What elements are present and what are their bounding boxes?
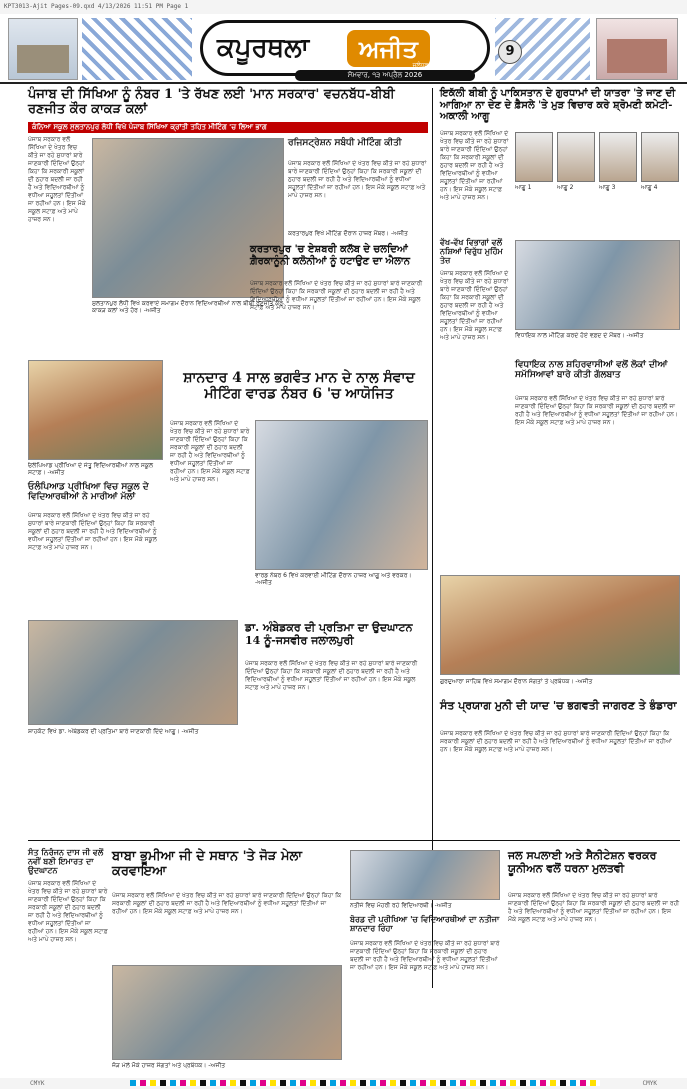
masthead-temple-image <box>596 18 678 80</box>
story-4-headline: ਸ਼ਾਨਦਾਰ 4 ਸਾਲ ਭਗਵੰਤ ਮਾਨ ਦੇ ਨਾਲ ਸੰਵਾਦ ਮੀਟਿੰਗ ਵਾਰਡ ਨੰਬਰ 6 'ਚ ਆਯੋਜਿਤ <box>183 370 415 403</box>
story-11-headline: ਬਾਬਾ ਭੂਮੀਆ ਜੀ ਦੇ ਸਥਾਨ 'ਤੇ ਜੋੜ ਮੇਲਾ ਕਰਵਾਇਆ <box>112 849 303 879</box>
registration-marks <box>130 1080 600 1086</box>
portrait-1-name: ਆਗੂ 1 <box>515 184 532 191</box>
story-3-body: ਪੰਜਾਬ ਸਰਕਾਰ ਵਲੋਂ ਸਿੱਖਿਆ ਦੇ ਖੇਤਰ ਵਿਚ ਕੀਤੇ ਜਾ ਰਹੇ ਸੁਧਾਰਾਂ ਬਾਰੇ ਜਾਣਕਾਰੀ ਦਿੰਦਿਆਂ ਉਨ੍ਹਾਂ ਕਿਹਾ ਕਿ ਸਰਕਾਰੀ ਸਕੂਲਾਂ ਦੀ ਨੁਹਾਰ ਬਦਲੀ ਜਾ ਰਹੀ ਹੈ ਅਤੇ ਵਿਦਿਆਰਥੀਆਂ ਨੂੰ ਵਧੀਆ ਸਹੂਲਤਾਂ ਦਿੱਤੀਆਂ ਜਾ ਰਹੀਆਂ ਹਨ। ਇਸ ਮੌਕੇ ਸਕੂਲ ਸਟਾਫ਼ ਅਤੇ ਮਾਪੇ ਹਾਜ਼ਰ ਸਨ। <box>250 280 423 311</box>
story-12-body: ਪੰਜਾਬ ਸਰਕਾਰ ਵਲੋਂ ਸਿੱਖਿਆ ਦੇ ਖੇਤਰ ਵਿਚ ਕੀਤੇ ਜਾ ਰਹੇ ਸੁਧਾਰਾਂ ਬਾਰੇ ਜਾਣਕਾਰੀ ਦਿੰਦਿਆਂ ਉਨ੍ਹਾਂ ਕਿਹਾ ਕਿ ਸਰਕਾਰੀ ਸਕੂਲਾਂ ਦੀ ਨੁਹਾਰ ਬਦਲੀ ਜਾ ਰਹੀ ਹੈ ਅਤੇ ਵਿਦਿਆਰਥੀਆਂ ਨੂੰ ਵਧੀਆ ਸਹੂਲਤਾਂ ਦਿੱਤੀਆਂ ਜਾ ਰਹੀਆਂ ਹਨ। ਇਸ ਮੌਕੇ ਸਕੂਲ ਸਟਾਫ਼ ਅਤੇ ਮਾਪੇ ਹਾਜ਼ਰ ਸਨ। <box>28 880 108 943</box>
story-13-caption: ਨਤੀਜੇ ਵਿਚ ਮੋਹਰੀ ਰਹੇ ਵਿਦਿਆਰਥੀ। -ਅਜੀਤ <box>350 902 452 909</box>
story-11-body: ਪੰਜਾਬ ਸਰਕਾਰ ਵਲੋਂ ਸਿੱਖਿਆ ਦੇ ਖੇਤਰ ਵਿਚ ਕੀਤੇ ਜਾ ਰਹੇ ਸੁਧਾਰਾਂ ਬਾਰੇ ਜਾਣਕਾਰੀ ਦਿੰਦਿਆਂ ਉਨ੍ਹਾਂ ਕਿਹਾ ਕਿ ਸਰਕਾਰੀ ਸਕੂਲਾਂ ਦੀ ਨੁਹਾਰ ਬਦਲੀ ਜਾ ਰਹੀ ਹੈ ਅਤੇ ਵਿਦਿਆਰਥੀਆਂ ਨੂੰ ਵਧੀਆ ਸਹੂਲਤਾਂ ਦਿੱਤੀਆਂ ਜਾ ਰਹੀਆਂ ਹਨ। ਇਸ ਮੌਕੇ ਸਕੂਲ ਸਟਾਫ਼ ਅਤੇ ਮਾਪੇ ਹਾਜ਼ਰ ਸਨ। <box>112 892 342 915</box>
story-7-headline: ਇਕੱਲੀ ਬੀਬੀ ਨੂੰ ਪਾਕਿਸਤਾਨ ਦੇ ਗੁਰਧਾਮਾਂ ਦੀ ਯਾਤਰਾ 'ਤੇ ਜਾਣ ਦੀ ਆਗਿਆ ਨਾ ਦੇਣ ਦੇ ਫ਼ੈਸਲੇ 'ਤੇ ਮੁੜ ਵਿਚਾਰ ਕਰੇ ਸ਼੍ਰੋਮਣੀ ਕਮੇਟੀ-ਅਕਾਲੀ ਆਗੂ <box>440 88 676 122</box>
story-1-headline: ਪੰਜਾਬ ਦੀ ਸਿੱਖਿਆ ਨੂੰ ਨੰਬਰ 1 'ਤੇ ਰੱਖਣ ਲਈ 'ਮਾਨ ਸਰਕਾਰ' ਵਚਨਬੱਧ-ਬੀਬੀ ਰਣਜੀਤ ਕੌਰ ਕਾਕੜ ਕਲਾਂ <box>28 87 395 117</box>
story-14-headline: ਜਲ ਸਪਲਾਈ ਅਤੇ ਸੈਨੀਟੇਸ਼ਨ ਵਰਕਰ ਯੂਨੀਅਨ ਵਲੋਂ ਧਰਨਾ ਮੁਲਤਵੀ <box>508 849 657 875</box>
section-divider <box>28 840 680 841</box>
story-8-caption: ਵਿਧਾਇਕ ਨਾਲ ਮੀਟਿੰਗ ਕਰਦੇ ਹੋਏ ਵਫ਼ਦ ਦੇ ਮੈਂਬਰ। -ਅਜੀਤ <box>515 332 644 339</box>
story-10-body: ਪੰਜਾਬ ਸਰਕਾਰ ਵਲੋਂ ਸਿੱਖਿਆ ਦੇ ਖੇਤਰ ਵਿਚ ਕੀਤੇ ਜਾ ਰਹੇ ਸੁਧਾਰਾਂ ਬਾਰੇ ਜਾਣਕਾਰੀ ਦਿੰਦਿਆਂ ਉਨ੍ਹਾਂ ਕਿਹਾ ਕਿ ਸਰਕਾਰੀ ਸਕੂਲਾਂ ਦੀ ਨੁਹਾਰ ਬਦਲੀ ਜਾ ਰਹੀ ਹੈ ਅਤੇ ਵਿਦਿਆਰਥੀਆਂ ਨੂੰ ਵਧੀਆ ਸਹੂਲਤਾਂ ਦਿੱਤੀਆਂ ਜਾ ਰਹੀਆਂ ਹਨ। ਇਸ ਮੌਕੇ ਸਕੂਲ ਸਟਾਫ਼ ਅਤੇ ਮਾਪੇ ਹਾਜ਼ਰ ਸਨ। <box>440 730 672 753</box>
story-6-caption: ਸ਼ਾਹਕੋਟ ਵਿਖੇ ਡਾ. ਅੰਬੇਡਕਰ ਦੀ ਪ੍ਰਤਿਮਾ ਬਾਰੇ ਜਾਣਕਾਰੀ ਦਿੰਦੇ ਆਗੂ। -ਅਜੀਤ <box>28 728 199 735</box>
story-6-photo <box>28 620 238 725</box>
story-2-caption: ਕਰਤਾਰਪੁਰ ਵਿਖੇ ਮੀਟਿੰਗ ਦੌਰਾਨ ਹਾਜ਼ਰ ਮੈਂਬਰ। -ਅਜੀਤ <box>288 230 408 237</box>
story-10-headline: ਸੰਤ ਪ੍ਰਯਾਗ ਮੁਨੀ ਦੀ ਯਾਦ 'ਚ ਭਗਵਤੀ ਜਾਗਰਣ ਤੇ ਭੰਡਾਰਾ <box>440 699 677 712</box>
story-13-body: ਪੰਜਾਬ ਸਰਕਾਰ ਵਲੋਂ ਸਿੱਖਿਆ ਦੇ ਖੇਤਰ ਵਿਚ ਕੀਤੇ ਜਾ ਰਹੇ ਸੁਧਾਰਾਂ ਬਾਰੇ ਜਾਣਕਾਰੀ ਦਿੰਦਿਆਂ ਉਨ੍ਹਾਂ ਕਿਹਾ ਕਿ ਸਰਕਾਰੀ ਸਕੂਲਾਂ ਦੀ ਨੁਹਾਰ ਬਦਲੀ ਜਾ ਰਹੀ ਹੈ ਅਤੇ ਵਿਦਿਆਰਥੀਆਂ ਨੂੰ ਵਧੀਆ ਸਹੂਲਤਾਂ ਦਿੱਤੀਆਂ ਜਾ ਰਹੀਆਂ ਹਨ। ਇਸ ਮੌਕੇ ਸਕੂਲ ਸਟਾਫ਼ ਅਤੇ ਮਾਪੇ ਹਾਜ਼ਰ ਸਨ। <box>350 940 500 971</box>
story-9-caption: ਗੁਰਦੁਆਰਾ ਸਾਹਿਬ ਵਿਖੇ ਸਮਾਗਮ ਦੌਰਾਨ ਸੰਗਤਾਂ ਤੇ ਪ੍ਰਬੰਧਕ। -ਅਜੀਤ <box>440 678 593 685</box>
portrait-1 <box>515 132 553 182</box>
masthead-building-image <box>8 18 78 80</box>
story-1-caption: ਸੁਲਤਾਨਪੁਰ ਲੋਧੀ ਵਿਖੇ ਕਰਵਾਏ ਸਮਾਗਮ ਦੌਰਾਨ ਵਿਦਿਆਰਥੀਆਂ ਨਾਲ ਬੀਬੀ ਰਣਜੀਤ ਕੌਰ ਕਾਕੜ ਕਲਾਂ ਅਤੇ ਹੋਰ। -ਅਜੀਤ <box>92 300 283 314</box>
masthead-sub: ਜਲੰਧਰ, ਜਲੰਧਰ <box>412 62 448 69</box>
olympiad-photo <box>28 360 163 460</box>
masthead-paper-name: ਅਜੀਤ <box>347 30 430 67</box>
story-6-headline: ਡਾ. ਅੰਬੇਡਕਰ ਦੀ ਪ੍ਰਤਿਮਾ ਦਾ ਉਦਘਾਟਨ 14 ਨੂੰ-ਜਸਵੀਰ ਜਲਾਲਪੁਰੀ <box>245 621 413 647</box>
story-11-photo <box>112 965 342 1060</box>
portrait-2 <box>557 132 595 182</box>
portrait-4 <box>641 132 679 182</box>
story-12-headline: ਸੰਤ ਨਿਰੰਜਨ ਦਾਸ ਜੀ ਵਲੋਂ ਨਵੀਂ ਬਣੀ ਇਮਾਰਤ ਦਾ ਉਦਘਾਟਨ <box>28 847 104 876</box>
story-7-body: ਪੰਜਾਬ ਸਰਕਾਰ ਵਲੋਂ ਸਿੱਖਿਆ ਦੇ ਖੇਤਰ ਵਿਚ ਕੀਤੇ ਜਾ ਰਹੇ ਸੁਧਾਰਾਂ ਬਾਰੇ ਜਾਣਕਾਰੀ ਦਿੰਦਿਆਂ ਉਨ੍ਹਾਂ ਕਿਹਾ ਕਿ ਸਰਕਾਰੀ ਸਕੂਲਾਂ ਦੀ ਨੁਹਾਰ ਬਦਲੀ ਜਾ ਰਹੀ ਹੈ ਅਤੇ ਵਿਦਿਆਰਥੀਆਂ ਨੂੰ ਵਧੀਆ ਸਹੂਲਤਾਂ ਦਿੱਤੀਆਂ ਜਾ ਰਹੀਆਂ ਹਨ। ਇਸ ਮੌਕੇ ਸਕੂਲ ਸਟਾਫ਼ ਅਤੇ ਮਾਪੇ ਹਾਜ਼ਰ ਸਨ। <box>440 130 509 201</box>
footer-left-label: CMYK <box>30 1080 45 1087</box>
story-14-body: ਪੰਜਾਬ ਸਰਕਾਰ ਵਲੋਂ ਸਿੱਖਿਆ ਦੇ ਖੇਤਰ ਵਿਚ ਕੀਤੇ ਜਾ ਰਹੇ ਸੁਧਾਰਾਂ ਬਾਰੇ ਜਾਣਕਾਰੀ ਦਿੰਦਿਆਂ ਉਨ੍ਹਾਂ ਕਿਹਾ ਕਿ ਸਰਕਾਰੀ ਸਕੂਲਾਂ ਦੀ ਨੁਹਾਰ ਬਦਲੀ ਜਾ ਰਹੀ ਹੈ ਅਤੇ ਵਿਦਿਆਰਥੀਆਂ ਨੂੰ ਵਧੀਆ ਸਹੂਲਤਾਂ ਦਿੱਤੀਆਂ ਜਾ ਰਹੀਆਂ ਹਨ। ਇਸ ਮੌਕੇ ਸਕੂਲ ਸਟਾਫ਼ ਅਤੇ ਮਾਪੇ ਹਾਜ਼ਰ ਸਨ। <box>508 892 680 923</box>
footer-right-label: CMYK <box>642 1080 657 1087</box>
story-5-body: ਪੰਜਾਬ ਸਰਕਾਰ ਵਲੋਂ ਸਿੱਖਿਆ ਦੇ ਖੇਤਰ ਵਿਚ ਕੀਤੇ ਜਾ ਰਹੇ ਸੁਧਾਰਾਂ ਬਾਰੇ ਜਾਣਕਾਰੀ ਦਿੰਦਿਆਂ ਉਨ੍ਹਾਂ ਕਿਹਾ ਕਿ ਸਰਕਾਰੀ ਸਕੂਲਾਂ ਦੀ ਨੁਹਾਰ ਬਦਲੀ ਜਾ ਰਹੀ ਹੈ ਅਤੇ ਵਿਦਿਆਰਥੀਆਂ ਨੂੰ ਵਧੀਆ ਸਹੂਲਤਾਂ ਦਿੱਤੀਆਂ ਜਾ ਰਹੀਆਂ ਹਨ। ਇਸ ਮੌਕੇ ਸਕੂਲ ਸਟਾਫ਼ ਅਤੇ ਮਾਪੇ ਹਾਜ਼ਰ ਸਨ। <box>28 512 157 551</box>
story-1-photo <box>92 138 284 298</box>
story-9-body: ਪੰਜਾਬ ਸਰਕਾਰ ਵਲੋਂ ਸਿੱਖਿਆ ਦੇ ਖੇਤਰ ਵਿਚ ਕੀਤੇ ਜਾ ਰਹੇ ਸੁਧਾਰਾਂ ਬਾਰੇ ਜਾਣਕਾਰੀ ਦਿੰਦਿਆਂ ਉਨ੍ਹਾਂ ਕਿਹਾ ਕਿ ਸਰਕਾਰੀ ਸਕੂਲਾਂ ਦੀ ਨੁਹਾਰ ਬਦਲੀ ਜਾ ਰਹੀ ਹੈ ਅਤੇ ਵਿਦਿਆਰਥੀਆਂ ਨੂੰ ਵਧੀਆ ਸਹੂਲਤਾਂ ਦਿੱਤੀਆਂ ਜਾ ਰਹੀਆਂ ਹਨ। ਇਸ ਮੌਕੇ ਸਕੂਲ ਸਟਾਫ਼ ਅਤੇ ਮਾਪੇ ਹਾਜ਼ਰ ਸਨ। <box>515 395 678 426</box>
portrait-2-name: ਆਗੂ 2 <box>557 184 574 191</box>
dateline: ਸੋਮਵਾਰ, ੧੩ ਅਪ੍ਰੈਲ 2026 <box>295 70 475 81</box>
portrait-3-name: ਆਗੂ 3 <box>599 184 616 191</box>
story-1-subhead: ਕੰਨਿਆ ਸਕੂਲ ਸੁਲਤਾਨਪੁਰ ਲੋਧੀ ਵਿਖੇ ਪੰਜਾਬ ਸਿੱਖਿਆ ਕ੍ਰਾਂਤੀ ਤਹਿਤ ਮੀਟਿੰਗ 'ਚ ਲਿਆ ਭਾਗ <box>28 122 428 133</box>
story-8-photo <box>515 240 680 330</box>
olympiad-caption: ਓਲੰਪਿਆਡ ਪ੍ਰੀਖਿਆ ਦੇ ਜੇਤੂ ਵਿਦਿਆਰਥੀਆਂ ਨਾਲ ਸਕੂਲ ਸਟਾਫ਼। -ਅਜੀਤ <box>28 462 154 476</box>
story-1-body: ਪੰਜਾਬ ਸਰਕਾਰ ਵਲੋਂ ਸਿੱਖਿਆ ਦੇ ਖੇਤਰ ਵਿਚ ਕੀਤੇ ਜਾ ਰਹੇ ਸੁਧਾਰਾਂ ਬਾਰੇ ਜਾਣਕਾਰੀ ਦਿੰਦਿਆਂ ਉਨ੍ਹਾਂ ਕਿਹਾ ਕਿ ਸਰਕਾਰੀ ਸਕੂਲਾਂ ਦੀ ਨੁਹਾਰ ਬਦਲੀ ਜਾ ਰਹੀ ਹੈ ਅਤੇ ਵਿਦਿਆਰਥੀਆਂ ਨੂੰ ਵਧੀਆ ਸਹੂਲਤਾਂ ਦਿੱਤੀਆਂ ਜਾ ਰਹੀਆਂ ਹਨ। ਇਸ ਮੌਕੇ ਸਕੂਲ ਸਟਾਫ਼ ਅਤੇ ਮਾਪੇ ਹਾਜ਼ਰ ਸਨ। <box>28 136 86 223</box>
story-6-body: ਪੰਜਾਬ ਸਰਕਾਰ ਵਲੋਂ ਸਿੱਖਿਆ ਦੇ ਖੇਤਰ ਵਿਚ ਕੀਤੇ ਜਾ ਰਹੇ ਸੁਧਾਰਾਂ ਬਾਰੇ ਜਾਣਕਾਰੀ ਦਿੰਦਿਆਂ ਉਨ੍ਹਾਂ ਕਿਹਾ ਕਿ ਸਰਕਾਰੀ ਸਕੂਲਾਂ ਦੀ ਨੁਹਾਰ ਬਦਲੀ ਜਾ ਰਹੀ ਹੈ ਅਤੇ ਵਿਦਿਆਰਥੀਆਂ ਨੂੰ ਵਧੀਆ ਸਹੂਲਤਾਂ ਦਿੱਤੀਆਂ ਜਾ ਰਹੀਆਂ ਹਨ। ਇਸ ਮੌਕੇ ਸਕੂਲ ਸਟਾਫ਼ ਅਤੇ ਮਾਪੇ ਹਾਜ਼ਰ ਸਨ। <box>245 660 418 691</box>
story-13-photo <box>350 850 500 900</box>
page-number: 9 <box>498 40 522 64</box>
story-13-headline: ਬੋਰਡ ਦੀ ਪ੍ਰੀਖਿਆ 'ਚ ਵਿਦਿਆਰਥੀਆਂ ਦਾ ਨਤੀਜਾ ਸ਼ਾਨਦਾਰ ਰਿਹਾ <box>350 914 500 934</box>
story-4-caption: ਵਾਰਡ ਨੰਬਰ 6 ਵਿਖੇ ਕਰਵਾਈ ਮੀਟਿੰਗ ਦੌਰਾਨ ਹਾਜ਼ਰ ਆਗੂ ਅਤੇ ਵਰਕਰ। -ਅਜੀਤ <box>255 572 412 586</box>
story-11-caption: ਜੋੜ ਮੇਲੇ ਮੌਕੇ ਹਾਜ਼ਰ ਸੰਗਤਾਂ ਅਤੇ ਪ੍ਰਬੰਧਕ। -ਅਜੀਤ <box>112 1062 226 1069</box>
file-info-bar: KPT3013-Ajit Pages-09.qxd 4/13/2026 11:51 PM Page 1 <box>0 0 687 14</box>
story-8-headline: ਵੱਖ-ਵੱਖ ਵਿਭਾਗਾਂ ਵਲੋਂ ਨਸ਼ਿਆਂ ਵਿਰੁੱਧ ਮੁਹਿੰਮ ਤੇਜ਼ <box>440 237 503 266</box>
story-2-headline: ਰਜਿਸਟ੍ਰੇਸ਼ਨ ਸਬੰਧੀ ਮੀਟਿੰਗ ਕੀਤੀ <box>288 138 402 148</box>
story-4-photo <box>255 420 428 570</box>
masthead-city: ਕਪੂਰਥਲਾ <box>217 32 310 63</box>
story-4-body: ਪੰਜਾਬ ਸਰਕਾਰ ਵਲੋਂ ਸਿੱਖਿਆ ਦੇ ਖੇਤਰ ਵਿਚ ਕੀਤੇ ਜਾ ਰਹੇ ਸੁਧਾਰਾਂ ਬਾਰੇ ਜਾਣਕਾਰੀ ਦਿੰਦਿਆਂ ਉਨ੍ਹਾਂ ਕਿਹਾ ਕਿ ਸਰਕਾਰੀ ਸਕੂਲਾਂ ਦੀ ਨੁਹਾਰ ਬਦਲੀ ਜਾ ਰਹੀ ਹੈ ਅਤੇ ਵਿਦਿਆਰਥੀਆਂ ਨੂੰ ਵਧੀਆ ਸਹੂਲਤਾਂ ਦਿੱਤੀਆਂ ਜਾ ਰਹੀਆਂ ਹਨ। ਇਸ ਮੌਕੇ ਸਕੂਲ ਸਟਾਫ਼ ਅਤੇ ਮਾਪੇ ਹਾਜ਼ਰ ਸਨ। <box>170 420 250 483</box>
story-8-body: ਪੰਜਾਬ ਸਰਕਾਰ ਵਲੋਂ ਸਿੱਖਿਆ ਦੇ ਖੇਤਰ ਵਿਚ ਕੀਤੇ ਜਾ ਰਹੇ ਸੁਧਾਰਾਂ ਬਾਰੇ ਜਾਣਕਾਰੀ ਦਿੰਦਿਆਂ ਉਨ੍ਹਾਂ ਕਿਹਾ ਕਿ ਸਰਕਾਰੀ ਸਕੂਲਾਂ ਦੀ ਨੁਹਾਰ ਬਦਲੀ ਜਾ ਰਹੀ ਹੈ ਅਤੇ ਵਿਦਿਆਰਥੀਆਂ ਨੂੰ ਵਧੀਆ ਸਹੂਲਤਾਂ ਦਿੱਤੀਆਂ ਜਾ ਰਹੀਆਂ ਹਨ। ਇਸ ਮੌਕੇ ਸਕੂਲ ਸਟਾਫ਼ ਅਤੇ ਮਾਪੇ ਹਾਜ਼ਰ ਸਨ। <box>440 270 509 341</box>
story-2-body: ਪੰਜਾਬ ਸਰਕਾਰ ਵਲੋਂ ਸਿੱਖਿਆ ਦੇ ਖੇਤਰ ਵਿਚ ਕੀਤੇ ਜਾ ਰਹੇ ਸੁਧਾਰਾਂ ਬਾਰੇ ਜਾਣਕਾਰੀ ਦਿੰਦਿਆਂ ਉਨ੍ਹਾਂ ਕਿਹਾ ਕਿ ਸਰਕਾਰੀ ਸਕੂਲਾਂ ਦੀ ਨੁਹਾਰ ਬਦਲੀ ਜਾ ਰਹੀ ਹੈ ਅਤੇ ਵਿਦਿਆਰਥੀਆਂ ਨੂੰ ਵਧੀਆ ਸਹੂਲਤਾਂ ਦਿੱਤੀਆਂ ਜਾ ਰਹੀਆਂ ਹਨ। ਇਸ ਮੌਕੇ ਸਕੂਲ ਸਟਾਫ਼ ਅਤੇ ਮਾਪੇ ਹਾਜ਼ਰ ਸਨ। <box>288 160 427 199</box>
story-9-photo <box>440 575 680 675</box>
story-3-headline: ਕਰਤਾਰਪੁਰ 'ਚ ਏਸ਼ਬਰੀ ਕਲੱਬ ਦੇ ਚਲਦਿਆਂ ਗ਼ੈਰਕਾਨੂੰਨੀ ਕਲੋਨੀਆਂ ਨੂੰ ਹਟਾਉਣ ਦਾ ਐਲਾਨ <box>250 244 410 267</box>
story-5-headline: ਓਲੰਪਿਆਡ ਪ੍ਰੀਖਿਆ ਵਿਚ ਸਕੂਲ ਦੇ ਵਿਦਿਆਰਥੀਆਂ ਨੇ ਮਾਰੀਆਂ ਮੱਲਾਂ <box>28 482 149 503</box>
masthead-pattern <box>82 18 192 80</box>
story-9-headline: ਵਿਧਾਇਕ ਨਾਲ ਸ਼ਹਿਰਵਾਸੀਆਂ ਵਲੋਂ ਲੋਕਾਂ ਦੀਆਂ ਸਮੱਸਿਆਵਾਂ ਬਾਰੇ ਕੀਤੀ ਗੱਲਬਾਤ <box>515 360 668 381</box>
portrait-3 <box>599 132 637 182</box>
portrait-4-name: ਆਗੂ 4 <box>641 184 658 191</box>
